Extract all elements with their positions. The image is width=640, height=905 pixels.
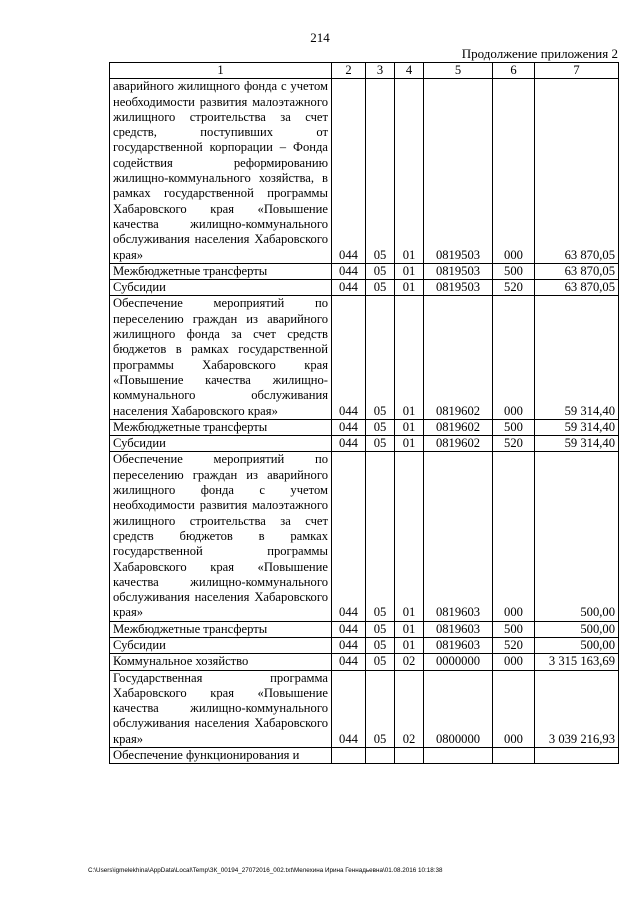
cell-target-article: 0000000 [424,654,493,670]
cell-amount: 63 870,05 [535,79,619,264]
cell-section: 05 [366,79,395,264]
cell-amount: 63 870,05 [535,263,619,279]
cell-subsection: 01 [395,436,424,452]
cell-expense-type: 500 [493,621,535,637]
cell-expense-type: 000 [493,296,535,419]
row-description: Субсидии [110,436,332,452]
row-description: Субсидии [110,637,332,653]
cell-section: 05 [366,296,395,419]
cell-ministry-code: 044 [332,637,366,653]
table-row [110,79,619,264]
cell-section: 05 [366,419,395,435]
table-row [110,436,619,452]
cell-subsection: 01 [395,452,424,621]
page-number: 214 [310,30,330,45]
cell-ministry-code: 044 [332,670,366,747]
row-description: Межбюджетные трансферты [110,263,332,279]
cell-target-article: 0819602 [424,419,493,435]
cell-subsection: 01 [395,296,424,419]
cell-expense-type [493,748,535,764]
cell-subsection: 01 [395,79,424,264]
table-row [110,452,619,621]
cell-expense-type: 520 [493,436,535,452]
cell-subsection: 01 [395,621,424,637]
cell-subsection: 01 [395,637,424,653]
budget-table [109,62,619,764]
cell-amount: 3 315 163,69 [535,654,619,670]
header-col-3: 3 [366,63,395,79]
cell-target-article: 0819503 [424,280,493,296]
row-description: Коммунальное хозяйство [110,654,332,670]
cell-ministry-code: 044 [332,436,366,452]
cell-amount [535,748,619,764]
cell-amount: 500,00 [535,621,619,637]
cell-expense-type: 500 [493,263,535,279]
cell-section: 05 [366,436,395,452]
table-row [110,654,619,670]
cell-expense-type: 000 [493,654,535,670]
cell-subsection: 02 [395,670,424,747]
cell-amount: 3 039 216,93 [535,670,619,747]
row-description: аварийного жилищного фонда с учетом необходимости развития малоэтажного жилищного строительства за счет средств, поступивших от государственной корпорации – Фонда содействия реформированию жилищно-коммунального хозяйства, в рамках государственной программы Хабаровского края «Повышение качества жилищно-коммунального обслуживания населения Хабаровского края» [110,79,332,264]
cell-subsection: 02 [395,654,424,670]
header-col-1: 1 [110,63,332,79]
cell-expense-type: 000 [493,452,535,621]
header-col-5: 5 [424,63,493,79]
row-description: Обеспечение мероприятий по переселению граждан из аварийного жилищного фонда с учетом необходимости развития малоэтажного жилищного строительства за счет средств бюджетов в рамках государственной программы Хабаровского края «Повышение качества жилищно-коммунального обслуживания населения Хабаровского края» [110,452,332,621]
table-row [110,637,619,653]
cell-target-article: 0819602 [424,436,493,452]
row-description: Субсидии [110,280,332,296]
cell-section: 05 [366,637,395,653]
cell-target-article: 0819503 [424,79,493,264]
table-row [110,670,619,747]
cell-expense-type: 000 [493,79,535,264]
cell-expense-type: 000 [493,670,535,747]
cell-ministry-code: 044 [332,296,366,419]
cell-section: 05 [366,452,395,621]
cell-target-article: 0819603 [424,621,493,637]
cell-ministry-code: 044 [332,621,366,637]
cell-target-article: 0819603 [424,452,493,621]
row-description: Обеспечение мероприятий по переселению граждан из аварийного жилищного фонда за счет средств бюджетов в рамках государственной программы Хабаровского края «Повышение качества жилищно-коммунального обслуживания населения Хабаровского края» [110,296,332,419]
cell-amount: 500,00 [535,637,619,653]
cell-target-article: 0819603 [424,637,493,653]
cell-amount: 59 314,40 [535,419,619,435]
table-row [110,296,619,419]
cell-ministry-code: 044 [332,419,366,435]
file-path-footer: C:\Users\igmelekhina\AppData\Local\Temp\ЗК_00194_27072016_002.txt\Мелехина Ирина Геннадьевна\01.08.2016 10:18:38 [88,867,443,874]
row-description: Межбюджетные трансферты [110,621,332,637]
cell-ministry-code: 044 [332,263,366,279]
table-row [110,621,619,637]
continuation-label: Продолжение приложения 2 [461,46,618,61]
header-col-2: 2 [332,63,366,79]
cell-amount: 63 870,05 [535,280,619,296]
cell-ministry-code [332,748,366,764]
cell-section: 05 [366,263,395,279]
cell-target-article: 0800000 [424,670,493,747]
cell-section: 05 [366,670,395,747]
cell-subsection [395,748,424,764]
header-col-4: 4 [395,63,424,79]
table-row [110,748,619,764]
row-description: Государственная программа Хабаровского края «Повышение качества жилищно-коммунального обслуживания населения Хабаровского края» [110,670,332,747]
cell-target-article [424,748,493,764]
cell-amount: 500,00 [535,452,619,621]
table-row [110,419,619,435]
cell-expense-type: 520 [493,637,535,653]
cell-subsection: 01 [395,419,424,435]
cell-section: 05 [366,280,395,296]
cell-target-article: 0819503 [424,263,493,279]
cell-expense-type: 520 [493,280,535,296]
row-description: Обеспечение функционирования и [110,748,332,764]
cell-ministry-code: 044 [332,654,366,670]
table-header-row [110,63,619,79]
header-col-7: 7 [535,63,619,79]
cell-expense-type: 500 [493,419,535,435]
row-description: Межбюджетные трансферты [110,419,332,435]
cell-amount: 59 314,40 [535,436,619,452]
cell-subsection: 01 [395,280,424,296]
cell-section [366,748,395,764]
table-row [110,263,619,279]
header-col-6: 6 [493,63,535,79]
cell-ministry-code: 044 [332,452,366,621]
cell-amount: 59 314,40 [535,296,619,419]
cell-ministry-code: 044 [332,280,366,296]
cell-section: 05 [366,654,395,670]
cell-ministry-code: 044 [332,79,366,264]
cell-section: 05 [366,621,395,637]
table-row [110,280,619,296]
cell-subsection: 01 [395,263,424,279]
cell-target-article: 0819602 [424,296,493,419]
